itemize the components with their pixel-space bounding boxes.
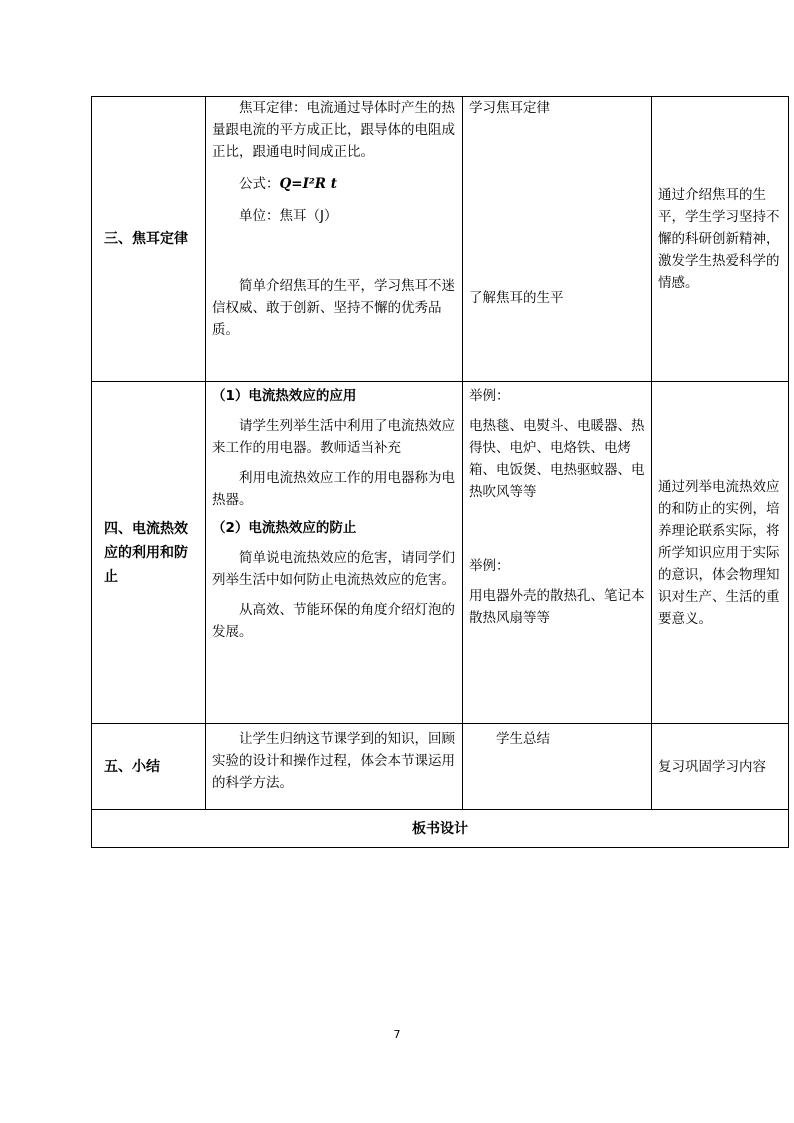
joule-intro: 简单介绍焦耳的生平，学习焦耳不迷信权威、敢于创新、坚持不懈的优秀品质。 — [212, 278, 455, 338]
student-text: 了解焦耳的生平 — [469, 290, 564, 306]
example-list: 电热毯、电熨斗、电暖器、热得快、电炉、电烙铁、电烤箱、电饭煲、电热驱蚊器、电热吹风等等 — [469, 418, 645, 500]
unit-text: 单位：焦耳（J） — [239, 208, 338, 224]
subheading: （1）电流热效应的应用 — [212, 388, 357, 404]
teacher-activity — [206, 97, 463, 382]
paragraph: 利用电流热效应工作的用电器称为电热器。 — [212, 470, 455, 508]
student-activity — [463, 382, 652, 724]
student-activity — [463, 97, 652, 382]
section-title: 五、小结 — [92, 724, 206, 810]
design-intent: 通过列举电流热效应的和防止的实例，培养理论联系实际，将所学知识应用于实际的意识，体会物理知识对生产、生活的重要意义。 — [652, 382, 789, 724]
board-design-heading: 板书设计 — [92, 810, 789, 848]
design-intent: 通过介绍焦耳的生平，学生学习坚持不懈的科研创新精神，激发学生热爱科学的情感。 — [652, 97, 789, 382]
table-row — [92, 810, 789, 848]
student-activity — [463, 724, 652, 810]
table-row — [92, 382, 789, 724]
page-number: 7 — [393, 1028, 401, 1041]
paragraph: 简单说电流热效应的危害，请同学们列举生活中如何防止电流热效应的危害。 — [212, 550, 455, 588]
paragraph: 请学生列举生活中利用了电流热效应来工作的用电器。教师适当补充 — [212, 418, 455, 456]
teacher-activity — [206, 724, 463, 810]
table-row — [92, 724, 789, 810]
lesson-table — [91, 96, 780, 848]
section-title: 三、焦耳定律 — [92, 97, 206, 382]
summary-text: 让学生归纳这节课学到的知识，回顾实验的设计和操作过程，体会本节课运用的科学方法。 — [212, 731, 455, 791]
student-text: 学习焦耳定律 — [469, 100, 550, 116]
student-text: 学生总结 — [496, 731, 550, 747]
example-list: 用电器外壳的散热孔、笔记本散热风扇等等 — [469, 588, 645, 626]
paragraph: 从高效、节能环保的角度介绍灯泡的发展。 — [212, 602, 455, 640]
subheading: （2）电流热效应的防止 — [212, 520, 357, 536]
example-label: 举例： — [469, 388, 510, 404]
section-title: 四、电流热效应的利用和防止 — [92, 382, 206, 724]
law-text: 焦耳定律：电流通过导体时产生的热量跟电流的平方成正比，跟导体的电阻成正比，跟通电时间成正比。 — [212, 100, 455, 160]
table-row — [92, 97, 789, 382]
formula: 公式：Q=I²R t — [239, 176, 337, 192]
teacher-activity — [206, 382, 463, 724]
example-label: 举例： — [469, 558, 510, 574]
design-intent: 复习巩固学习内容 — [652, 724, 789, 810]
formula-expression: Q=I²R t — [279, 176, 337, 192]
